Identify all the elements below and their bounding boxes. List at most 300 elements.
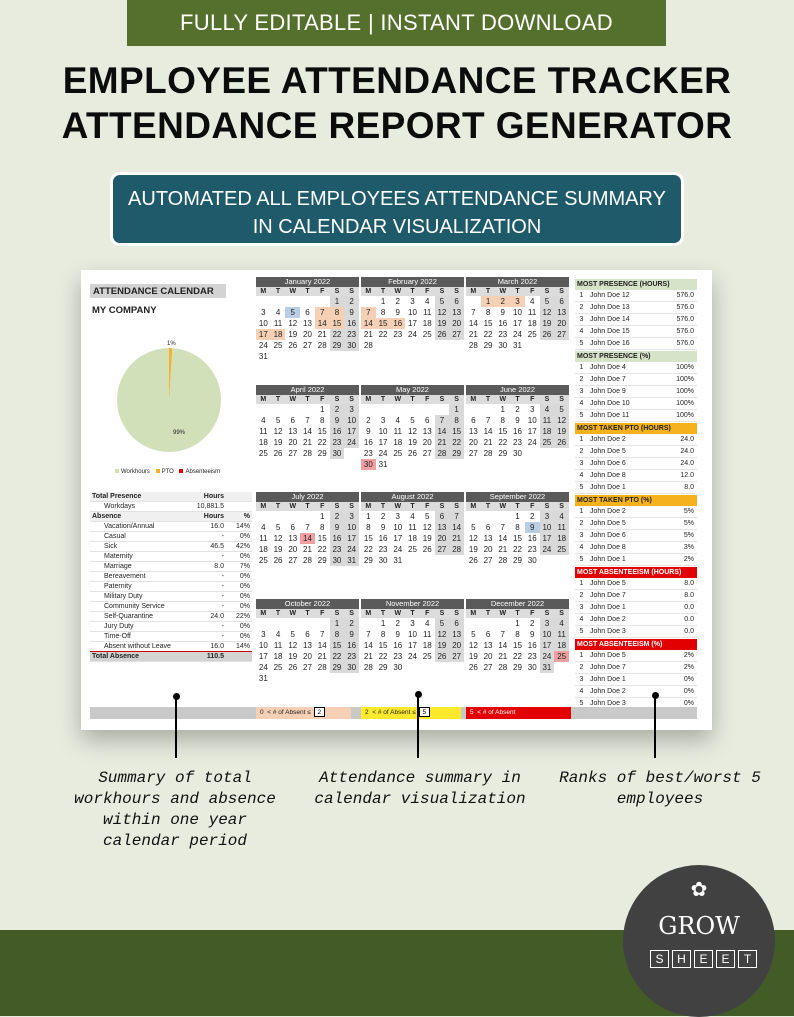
calendar-day[interactable]: 1 (449, 404, 464, 415)
calendar-day[interactable]: 8 (330, 307, 345, 318)
calendar-day[interactable]: 31 (393, 556, 403, 565)
calendar-day[interactable]: 4 (424, 619, 430, 628)
calendar-day[interactable]: 30 (513, 449, 522, 458)
calendar-day[interactable]: 11 (554, 522, 569, 533)
calendar-day[interactable]: 26 (273, 556, 283, 565)
calendar-day[interactable]: 28 (303, 449, 312, 458)
calendar-day[interactable]: 22 (330, 329, 345, 340)
calendar-day[interactable]: 2 (330, 511, 345, 522)
calendar-day[interactable]: 22 (513, 545, 522, 554)
calendar-day[interactable]: 21 (363, 652, 373, 661)
calendar-day[interactable]: 17 (378, 438, 388, 447)
calendar-day[interactable]: 1 (515, 619, 520, 628)
calendar-day[interactable]: 23 (330, 544, 345, 555)
calendar-day[interactable]: 17 (256, 329, 271, 340)
calendar-day[interactable]: 22 (513, 652, 522, 661)
calendar-day[interactable]: 21 (303, 545, 312, 554)
calendar-day[interactable]: 9 (395, 308, 400, 317)
calendar-day[interactable]: 19 (468, 545, 478, 554)
calendar-day[interactable]: 24 (513, 330, 522, 339)
calendar-day[interactable]: 12 (540, 307, 555, 318)
calendar-day[interactable]: 5 (275, 523, 281, 532)
calendar-day[interactable]: 26 (435, 651, 450, 662)
calendar-day[interactable]: 21 (435, 437, 450, 448)
calendar-day[interactable]: 20 (435, 533, 450, 544)
calendar-day[interactable]: 28 (449, 544, 464, 555)
calendar-day[interactable]: 18 (408, 534, 417, 543)
calendar-day[interactable]: 1 (380, 297, 386, 306)
calendar-day[interactable]: 7 (366, 630, 371, 639)
calendar-day[interactable]: 15 (513, 534, 522, 543)
calendar-day[interactable]: 25 (273, 663, 283, 672)
calendar-day[interactable]: 6 (290, 416, 295, 425)
calendar-day[interactable]: 5 (285, 307, 300, 318)
calendar-day[interactable]: 29 (378, 663, 388, 672)
calendar-day[interactable]: 16 (363, 438, 373, 447)
calendar-day[interactable]: 9 (500, 308, 505, 317)
calendar-day[interactable]: 14 (498, 641, 508, 650)
calendar-day[interactable]: 7 (319, 630, 325, 639)
calendar-day[interactable]: 1 (366, 512, 371, 521)
legend-mid-threshold-input[interactable]: 5 (419, 707, 430, 717)
calendar-day[interactable]: 7 (500, 523, 505, 532)
calendar-day[interactable]: 18 (273, 652, 283, 661)
calendar-day[interactable]: 10 (344, 522, 359, 533)
calendar-day[interactable]: 24 (258, 663, 268, 672)
calendar-day[interactable]: 12 (435, 629, 450, 640)
calendar-day[interactable]: 30 (527, 663, 537, 672)
calendar-day[interactable]: 16 (390, 318, 405, 329)
calendar-day[interactable]: 17 (540, 533, 555, 544)
calendar-day[interactable]: 23 (527, 545, 537, 554)
calendar-day[interactable]: 10 (344, 415, 359, 426)
calendar-day[interactable]: 28 (498, 556, 508, 565)
calendar-day[interactable]: 13 (435, 522, 450, 533)
calendar-day[interactable]: 26 (408, 449, 417, 458)
calendar-day[interactable]: 10 (408, 630, 417, 639)
calendar-day[interactable]: 15 (363, 534, 373, 543)
calendar-day[interactable]: 26 (422, 545, 432, 554)
calendar-day[interactable]: 14 (300, 533, 315, 544)
calendar-day[interactable]: 14 (361, 318, 376, 329)
calendar-day[interactable]: 11 (393, 427, 402, 436)
calendar-day[interactable]: 18 (554, 533, 569, 544)
calendar-day[interactable]: 20 (483, 652, 493, 661)
calendar-day[interactable]: 21 (363, 330, 373, 339)
calendar-day[interactable]: 10 (378, 427, 388, 436)
calendar-day[interactable]: 22 (378, 652, 388, 661)
calendar-day[interactable]: 8 (515, 523, 520, 532)
calendar-day[interactable]: 29 (498, 449, 508, 458)
calendar-day[interactable]: 27 (303, 341, 312, 350)
calendar-day[interactable]: 4 (261, 523, 266, 532)
calendar-day[interactable]: 8 (449, 415, 464, 426)
calendar-day[interactable]: 26 (468, 663, 478, 672)
calendar-day[interactable]: 27 (449, 329, 464, 340)
calendar-day[interactable]: 19 (422, 534, 432, 543)
calendar-day[interactable]: 18 (422, 641, 432, 650)
calendar-day[interactable]: 19 (540, 318, 555, 329)
calendar-day[interactable]: 27 (483, 556, 493, 565)
calendar-day[interactable]: 11 (259, 534, 268, 543)
calendar-day[interactable]: 25 (393, 449, 403, 458)
calendar-day[interactable]: 7 (361, 307, 376, 318)
calendar-day[interactable]: 13 (554, 307, 569, 318)
calendar-day[interactable]: 19 (468, 652, 478, 661)
calendar-day[interactable]: 13 (288, 427, 298, 436)
calendar-day[interactable]: 23 (344, 329, 359, 340)
calendar-day[interactable]: 19 (554, 426, 569, 437)
calendar-day[interactable]: 2 (344, 618, 359, 629)
calendar-day[interactable]: 9 (395, 630, 400, 639)
calendar-day[interactable]: 16 (330, 533, 345, 544)
calendar-day[interactable]: 5 (275, 416, 281, 425)
calendar-day[interactable]: 22 (483, 330, 493, 339)
calendar-day[interactable]: 22 (330, 651, 345, 662)
calendar-day[interactable]: 16 (378, 534, 388, 543)
calendar-day[interactable]: 5 (471, 630, 476, 639)
calendar-day[interactable]: 12 (554, 415, 569, 426)
calendar-day[interactable]: 20 (288, 545, 298, 554)
calendar-day[interactable]: 23 (393, 652, 403, 661)
calendar-day[interactable]: 27 (435, 544, 450, 555)
calendar-day[interactable]: 7 (315, 307, 330, 318)
calendar-day[interactable]: 14 (498, 534, 508, 543)
calendar-day[interactable]: 1 (319, 512, 325, 521)
calendar-day[interactable]: 3 (540, 511, 555, 522)
calendar-day[interactable]: 31 (513, 341, 522, 350)
calendar-day[interactable]: 17 (408, 319, 417, 328)
calendar-day[interactable]: 26 (288, 663, 298, 672)
calendar-day[interactable]: 8 (380, 630, 386, 639)
calendar-day[interactable]: 30 (344, 662, 359, 673)
calendar-day[interactable]: 4 (554, 618, 569, 629)
calendar-day[interactable]: 14 (483, 427, 493, 436)
calendar-day[interactable]: 21 (498, 545, 508, 554)
calendar-day[interactable]: 24 (393, 545, 403, 554)
calendar-day[interactable]: 28 (317, 663, 327, 672)
calendar-day[interactable]: 8 (319, 523, 325, 532)
calendar-day[interactable]: 4 (554, 511, 569, 522)
calendar-day[interactable]: 25 (422, 652, 432, 661)
calendar-day[interactable]: 30 (378, 556, 388, 565)
calendar-day[interactable]: 27 (422, 449, 432, 458)
calendar-day[interactable]: 9 (515, 416, 520, 425)
calendar-day[interactable]: 13 (483, 534, 493, 543)
calendar-day[interactable]: 15 (378, 641, 388, 650)
calendar-day[interactable]: 6 (554, 296, 569, 307)
calendar-day[interactable]: 25 (408, 545, 417, 554)
calendar-day[interactable]: 24 (540, 651, 555, 662)
calendar-day[interactable]: 31 (344, 555, 359, 566)
calendar-day[interactable]: 28 (317, 341, 327, 350)
calendar-day[interactable]: 28 (498, 663, 508, 672)
calendar-day[interactable]: 5 (435, 618, 450, 629)
calendar-day[interactable]: 6 (424, 416, 430, 425)
calendar-day[interactable]: 20 (288, 438, 298, 447)
calendar-day[interactable]: 27 (288, 449, 298, 458)
calendar-day[interactable]: 30 (498, 341, 508, 350)
calendar-day[interactable]: 21 (483, 438, 493, 447)
calendar-day[interactable]: 8 (500, 416, 505, 425)
calendar-day[interactable]: 12 (468, 534, 478, 543)
calendar-day[interactable]: 13 (483, 641, 493, 650)
calendar-day[interactable]: 5 (424, 512, 430, 521)
calendar-day[interactable]: 11 (423, 630, 432, 639)
calendar-day[interactable]: 16 (344, 318, 359, 329)
calendar-day[interactable]: 20 (303, 330, 312, 339)
calendar-day[interactable]: 2 (395, 297, 400, 306)
calendar-day[interactable]: 20 (422, 438, 432, 447)
calendar-day[interactable]: 6 (471, 416, 476, 425)
calendar-day[interactable]: 15 (483, 319, 493, 328)
calendar-day[interactable]: 10 (513, 308, 522, 317)
calendar-day[interactable]: 1 (319, 405, 325, 414)
calendar-day[interactable]: 16 (513, 427, 522, 436)
calendar-day[interactable]: 24 (344, 437, 359, 448)
calendar-day[interactable]: 28 (483, 449, 493, 458)
calendar-day[interactable]: 7 (305, 523, 310, 532)
calendar-day[interactable]: 31 (378, 460, 388, 469)
calendar-day[interactable]: 18 (554, 640, 569, 651)
calendar-day[interactable]: 20 (554, 318, 569, 329)
calendar-day[interactable]: 30 (330, 555, 345, 566)
calendar-day[interactable]: 29 (483, 341, 493, 350)
calendar-day[interactable]: 6 (290, 523, 295, 532)
calendar-day[interactable]: 12 (408, 427, 417, 436)
calendar-day[interactable]: 1 (330, 618, 345, 629)
calendar-day[interactable]: 11 (554, 629, 569, 640)
calendar-day[interactable]: 17 (344, 533, 359, 544)
calendar-day[interactable]: 3 (344, 404, 359, 415)
calendar-day[interactable]: 29 (317, 449, 327, 458)
calendar-day[interactable]: 4 (275, 630, 281, 639)
calendar-day[interactable]: 19 (273, 438, 283, 447)
calendar-day[interactable]: 25 (554, 544, 569, 555)
calendar-day[interactable]: 5 (540, 296, 555, 307)
calendar-day[interactable]: 9 (344, 307, 359, 318)
calendar-day[interactable]: 8 (515, 630, 520, 639)
calendar-day[interactable]: 13 (449, 629, 464, 640)
calendar-day[interactable]: 8 (366, 523, 371, 532)
calendar-day[interactable]: 22 (317, 438, 327, 447)
calendar-day[interactable]: 6 (449, 618, 464, 629)
calendar-day[interactable]: 8 (380, 308, 386, 317)
calendar-day[interactable]: 16 (498, 319, 508, 328)
calendar-day[interactable]: 29 (317, 556, 327, 565)
calendar-day[interactable]: 16 (393, 641, 403, 650)
calendar-day[interactable]: 6 (449, 296, 464, 307)
calendar-day[interactable]: 14 (315, 318, 330, 329)
calendar-day[interactable]: 11 (273, 319, 283, 328)
calendar-day[interactable]: 7 (305, 416, 310, 425)
calendar-day[interactable]: 26 (273, 449, 283, 458)
calendar-day[interactable]: 30 (330, 448, 345, 459)
calendar-day[interactable]: 9 (344, 629, 359, 640)
calendar-day[interactable]: 26 (540, 329, 555, 340)
calendar-day[interactable]: 15 (317, 427, 327, 436)
calendar-day[interactable]: 2 (344, 296, 359, 307)
calendar-day[interactable]: 11 (423, 308, 432, 317)
calendar-day[interactable]: 3 (395, 512, 400, 521)
calendar-day[interactable]: 3 (380, 416, 386, 425)
calendar-day[interactable]: 15 (498, 427, 508, 436)
calendar-day[interactable]: 7 (449, 511, 464, 522)
calendar-day[interactable]: 28 (303, 556, 312, 565)
calendar-day[interactable]: 3 (261, 630, 266, 639)
calendar-day[interactable]: 29 (330, 662, 345, 673)
calendar-day[interactable]: 7 (435, 415, 450, 426)
calendar-day[interactable]: 25 (527, 330, 537, 339)
calendar-day[interactable]: 24 (527, 438, 537, 447)
calendar-day[interactable]: 9 (529, 630, 535, 639)
calendar-day[interactable]: 31 (258, 674, 268, 683)
calendar-day[interactable]: 3 (529, 405, 535, 414)
calendar-day[interactable]: 29 (449, 448, 464, 459)
calendar-day[interactable]: 24 (258, 341, 268, 350)
calendar-day[interactable]: 25 (258, 449, 268, 458)
calendar-day[interactable]: 9 (330, 522, 345, 533)
calendar-day[interactable]: 15 (376, 318, 391, 329)
calendar-day[interactable]: 7 (471, 308, 476, 317)
calendar-day[interactable]: 2 (366, 416, 371, 425)
calendar-day[interactable]: 21 (498, 652, 508, 661)
calendar-day[interactable]: 23 (344, 651, 359, 662)
calendar-day[interactable]: 15 (513, 641, 522, 650)
calendar-day[interactable]: 9 (366, 427, 371, 436)
calendar-day[interactable]: 14 (468, 319, 478, 328)
calendar-day[interactable]: 18 (271, 329, 286, 340)
calendar-day[interactable]: 23 (378, 545, 388, 554)
calendar-day[interactable]: 25 (273, 341, 283, 350)
calendar-day[interactable]: 7 (485, 416, 491, 425)
calendar-day[interactable]: 20 (303, 652, 312, 661)
calendar-day[interactable]: 19 (273, 545, 283, 554)
calendar-day[interactable]: 24 (540, 544, 555, 555)
calendar-day[interactable]: 2 (495, 296, 510, 307)
calendar-day[interactable]: 4 (395, 416, 400, 425)
calendar-day[interactable]: 12 (273, 427, 283, 436)
calendar-day[interactable]: 19 (408, 438, 417, 447)
calendar-day[interactable]: 10 (258, 319, 268, 328)
calendar-day[interactable]: 29 (513, 556, 522, 565)
calendar-day[interactable]: 23 (513, 438, 522, 447)
calendar-day[interactable]: 2 (529, 619, 535, 628)
calendar-day[interactable]: 1 (330, 296, 345, 307)
calendar-day[interactable]: 31 (258, 352, 268, 361)
calendar-day[interactable]: 24 (408, 652, 417, 661)
calendar-day[interactable]: 12 (288, 641, 298, 650)
calendar-day[interactable]: 22 (317, 545, 327, 554)
calendar-day[interactable]: 10 (540, 629, 555, 640)
calendar-day[interactable]: 5 (290, 630, 295, 639)
calendar-day[interactable]: 21 (317, 652, 327, 661)
calendar-day[interactable]: 30 (527, 556, 537, 565)
calendar-day[interactable]: 24 (378, 449, 388, 458)
calendar-day[interactable]: 28 (363, 663, 373, 672)
calendar-day[interactable]: 3 (344, 511, 359, 522)
calendar-day[interactable]: 15 (330, 640, 345, 651)
calendar-day[interactable]: 3 (261, 308, 266, 317)
calendar-day[interactable]: 22 (498, 438, 508, 447)
calendar-day[interactable]: 26 (435, 329, 450, 340)
calendar-day[interactable]: 3 (410, 619, 415, 628)
calendar-day[interactable]: 5 (554, 404, 569, 415)
calendar-day[interactable]: 31 (540, 662, 555, 673)
calendar-day[interactable]: 25 (554, 651, 569, 662)
calendar-day[interactable]: 23 (498, 330, 508, 339)
calendar-day[interactable]: 2 (529, 512, 535, 521)
calendar-day[interactable]: 2 (395, 619, 400, 628)
calendar-day[interactable]: 29 (330, 340, 345, 351)
calendar-day[interactable]: 17 (344, 426, 359, 437)
calendar-day[interactable]: 22 (363, 545, 373, 554)
calendar-day[interactable]: 6 (305, 630, 310, 639)
calendar-day[interactable]: 18 (540, 426, 555, 437)
calendar-day[interactable]: 14 (303, 427, 312, 436)
calendar-day[interactable]: 28 (435, 448, 450, 459)
calendar-day[interactable]: 13 (288, 534, 298, 543)
calendar-day[interactable]: 20 (468, 438, 478, 447)
calendar-day[interactable]: 18 (527, 319, 537, 328)
calendar-day[interactable]: 24 (408, 330, 417, 339)
calendar-day[interactable]: 16 (344, 640, 359, 651)
legend-low-threshold-input[interactable]: 2 (314, 707, 325, 717)
calendar-day[interactable]: 28 (363, 341, 373, 350)
calendar-day[interactable]: 29 (513, 663, 522, 672)
calendar-day[interactable]: 14 (363, 641, 373, 650)
calendar-day[interactable]: 17 (527, 427, 537, 436)
calendar-day[interactable]: 8 (330, 629, 345, 640)
calendar-day[interactable]: 3 (540, 618, 555, 629)
calendar-day[interactable]: 19 (288, 652, 298, 661)
calendar-day[interactable]: 8 (319, 416, 325, 425)
calendar-day[interactable]: 24 (344, 544, 359, 555)
calendar-day[interactable]: 15 (449, 426, 464, 437)
calendar-day[interactable]: 10 (393, 523, 403, 532)
calendar-day[interactable]: 14 (449, 522, 464, 533)
calendar-day[interactable]: 23 (527, 652, 537, 661)
calendar-day[interactable]: 13 (303, 319, 312, 328)
calendar-day[interactable]: 6 (435, 511, 450, 522)
calendar-day[interactable]: 27 (468, 449, 478, 458)
calendar-day[interactable]: 4 (275, 308, 281, 317)
calendar-day[interactable]: 27 (554, 329, 569, 340)
calendar-day[interactable]: 17 (513, 319, 522, 328)
calendar-day[interactable]: 1 (380, 619, 386, 628)
calendar-day[interactable]: 2 (330, 404, 345, 415)
calendar-day[interactable]: 20 (449, 318, 464, 329)
calendar-day[interactable]: 4 (261, 416, 266, 425)
calendar-day[interactable]: 13 (422, 427, 432, 436)
calendar-day[interactable]: 14 (317, 641, 327, 650)
calendar-day[interactable]: 1 (481, 296, 496, 307)
calendar-day[interactable]: 19 (288, 330, 298, 339)
calendar-day[interactable]: 11 (408, 523, 417, 532)
calendar-day[interactable]: 26 (288, 341, 298, 350)
calendar-day[interactable]: 10 (258, 641, 268, 650)
calendar-day[interactable]: 21 (449, 533, 464, 544)
calendar-day[interactable]: 12 (273, 534, 283, 543)
calendar-day[interactable]: 16 (330, 426, 345, 437)
calendar-day[interactable]: 4 (410, 512, 415, 521)
calendar-day[interactable]: 4 (529, 297, 535, 306)
calendar-day[interactable]: 2 (515, 405, 520, 414)
calendar-day[interactable]: 17 (258, 652, 268, 661)
calendar-day[interactable]: 11 (528, 308, 537, 317)
calendar-day[interactable]: 20 (449, 640, 464, 651)
calendar-day[interactable]: 4 (424, 297, 430, 306)
